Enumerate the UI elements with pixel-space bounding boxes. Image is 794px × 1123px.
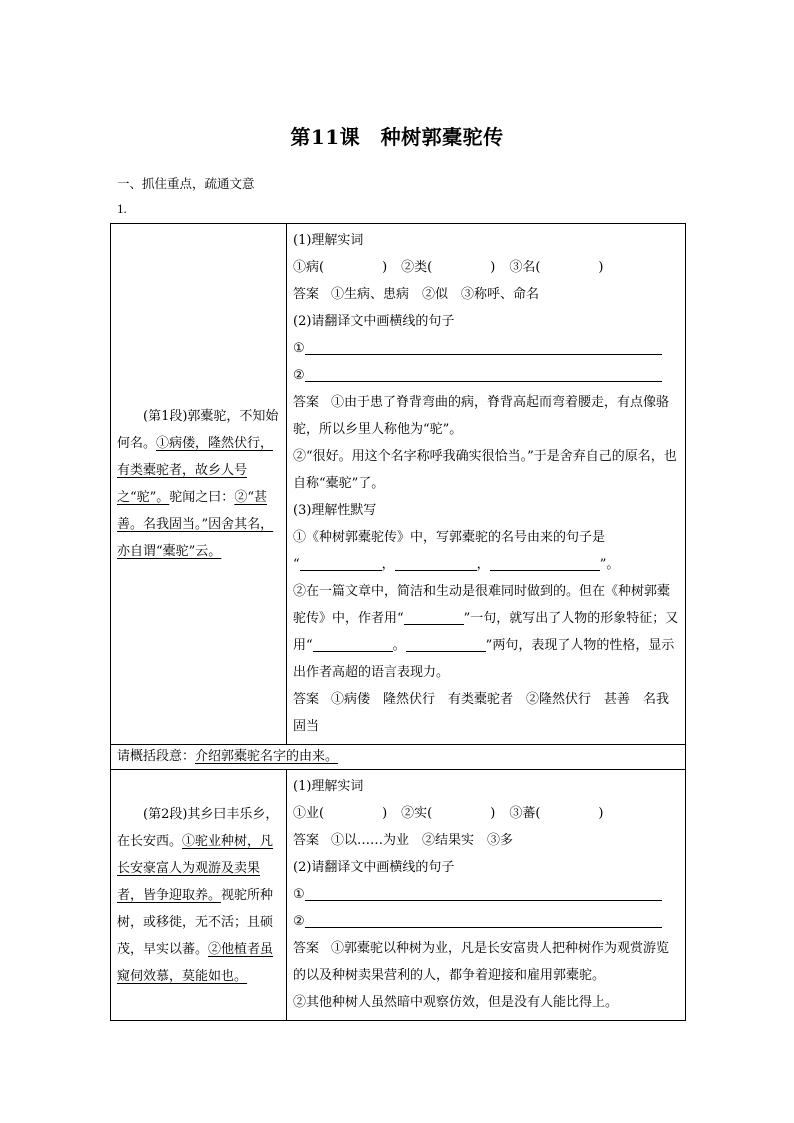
passage-text-1: (第1段)郭橐驼，不知始何名。①病偻，隆然伏行，有类橐驼者，故乡人号之“驼”。驼闻之曰：②“甚善。名我固当。”因舍其名，亦自谓“橐驼”云。 (117, 409, 279, 559)
translate-blank-4[interactable]: ② (293, 908, 679, 935)
table-row-summary (111, 745, 686, 770)
passage-cell-2 (111, 770, 287, 1021)
underlined-sentence-2: ②“甚善。名我固当。” (117, 490, 267, 532)
passage-text-2: (第2段)其乡曰丰乐乡，在长安西。①驼业种树，凡长安豪富人为观游及卖果者，皆争迎取养。视驼所种树，或移徙，无不活；且硕茂，早实以蕃。②他植者虽窥伺效慕，莫能如也。 (117, 806, 279, 984)
heading-vocab: (1)理解实词 (293, 233, 364, 248)
translate-blank-2[interactable]: ② (293, 362, 679, 389)
recite-item-2[interactable]: ②在一篇文章中，简洁和生动是很难同时做到的。但在《种树郭橐驼传》中，作者用“ ”一句，就写出了人物的形象特征；又用“ 。 ”两句，表现了人物的性格，显示出作者高超的语言表现力。 (293, 584, 679, 680)
vocab-items-2: ①业( ) ②实( ) ③蕃( ) (293, 806, 604, 821)
heading-translate-2: (2)请翻译文中画横线的句子 (293, 860, 455, 875)
answer-translate-2: ②“很好。用这个名字称呼我确实很恰当。”于是舍弃自己的原名，也自称“橐驼”了。 (293, 449, 677, 491)
exercise-cell-1 (287, 224, 686, 745)
summary-cell: 请概括段意：介绍郭橐驼名字的由来。 (111, 745, 686, 770)
recite-blanks-1[interactable]: “ ， ， ”。 (293, 551, 679, 578)
table-row-paragraph-1 (111, 224, 686, 745)
heading-translate: (2)请翻译文中画横线的句子 (293, 314, 455, 329)
answer-translate-3: 答案 ①郭橐驼以种树为业，凡是长安富贵人把种树作为观赏游览的以及种树卖果营利的人，都争着迎接和雇用郭橐驼。 (293, 941, 670, 983)
heading-recite: (3)理解性默写 (293, 503, 377, 518)
page-title: 第11课 种树郭橐驼传 (290, 125, 504, 149)
heading-vocab-2: (1)理解实词 (293, 779, 364, 794)
table-row-paragraph-2 (111, 770, 686, 1021)
answer-translate: 答案 ①由于患了脊背弯曲的病，脊背高起而弯着腰走，有点像骆驼，所以乡里人称他为“驼”。 (293, 395, 670, 437)
underlined-sentence-4: ②他植者虽窥伺效慕，莫能如也。 (117, 941, 274, 984)
answer-vocab: 答案 ①生病、患病 ②似 ③称呼、命名 (293, 287, 540, 302)
exercise-cell-2 (287, 770, 686, 1021)
answer-recite: 答案 ①病偻 隆然伏行 有类橐驼者 ②隆然伏行 甚善 名我固当 (293, 692, 670, 734)
answer-translate-4: ②其他种树人虽然暗中观察仿效，但是没有人能比得上。 (293, 995, 619, 1010)
answer-vocab-2: 答案 ①以……为业 ②结果实 ③多 (293, 833, 514, 848)
question-number: 1. (117, 201, 127, 216)
section-heading: 一、抓住重点，疏通文意 (117, 176, 255, 191)
underlined-sentence-3: ①驼业种树，凡长安豪富人为观游及卖果者，皆争迎取养。 (117, 833, 274, 903)
underlined-sentence-1: ①病偻，隆然伏行，有类橐驼者，故乡人号之“驼”。 (117, 436, 274, 505)
translate-blank-3[interactable]: ① (293, 881, 679, 908)
vocab-items: ①病( ) ②类( ) ③名( ) (293, 260, 604, 275)
passage-cell-1 (111, 224, 287, 745)
summary-answer: 介绍郭橐驼名字的由来。 (195, 749, 339, 764)
recite-item-1: ①《种树郭橐驼传》中，写郭橐驼的名号由来的句子是 (293, 530, 606, 545)
translate-blank-1[interactable]: ① (293, 335, 679, 362)
exercise-table (110, 223, 686, 1021)
